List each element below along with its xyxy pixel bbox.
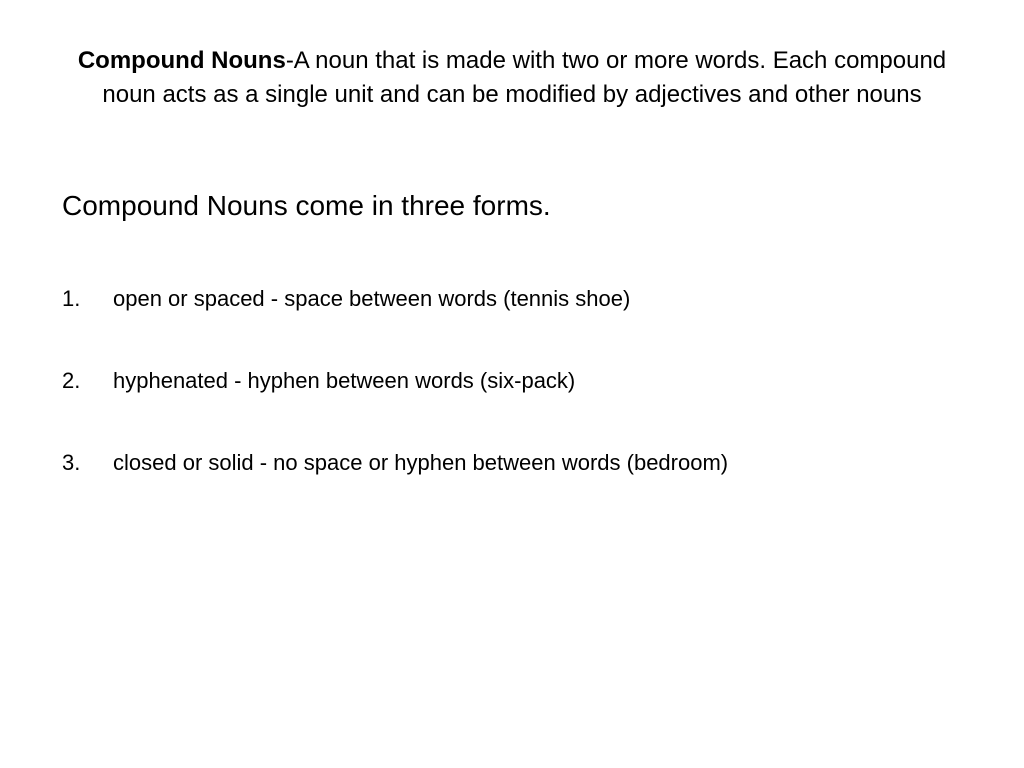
- list-item: [62, 448, 962, 478]
- title-term: Compound Nouns: [77, 47, 286, 74]
- title-definition: -A noun that is made with two or more words. Each compound noun acts as a single unit and can be modified by adjectives and other nouns: [102, 47, 947, 108]
- list-item-number: 1.: [62, 286, 81, 311]
- list-item: [62, 284, 962, 314]
- forms-list: [62, 284, 962, 530]
- list-item-text: open or spaced - space between words (tennis shoe): [113, 286, 631, 311]
- list-item-number: 3.: [62, 450, 81, 475]
- list-item-number: 2.: [62, 368, 81, 393]
- list-item-text: hyphenated - hyphen between words (six-pack): [113, 368, 576, 393]
- slide-title: [60, 44, 964, 112]
- list-item: [62, 366, 962, 396]
- list-item-text: closed or solid - no space or hyphen between words (bedroom): [113, 450, 729, 475]
- intro-text: Compound Nouns come in three forms.: [62, 190, 551, 221]
